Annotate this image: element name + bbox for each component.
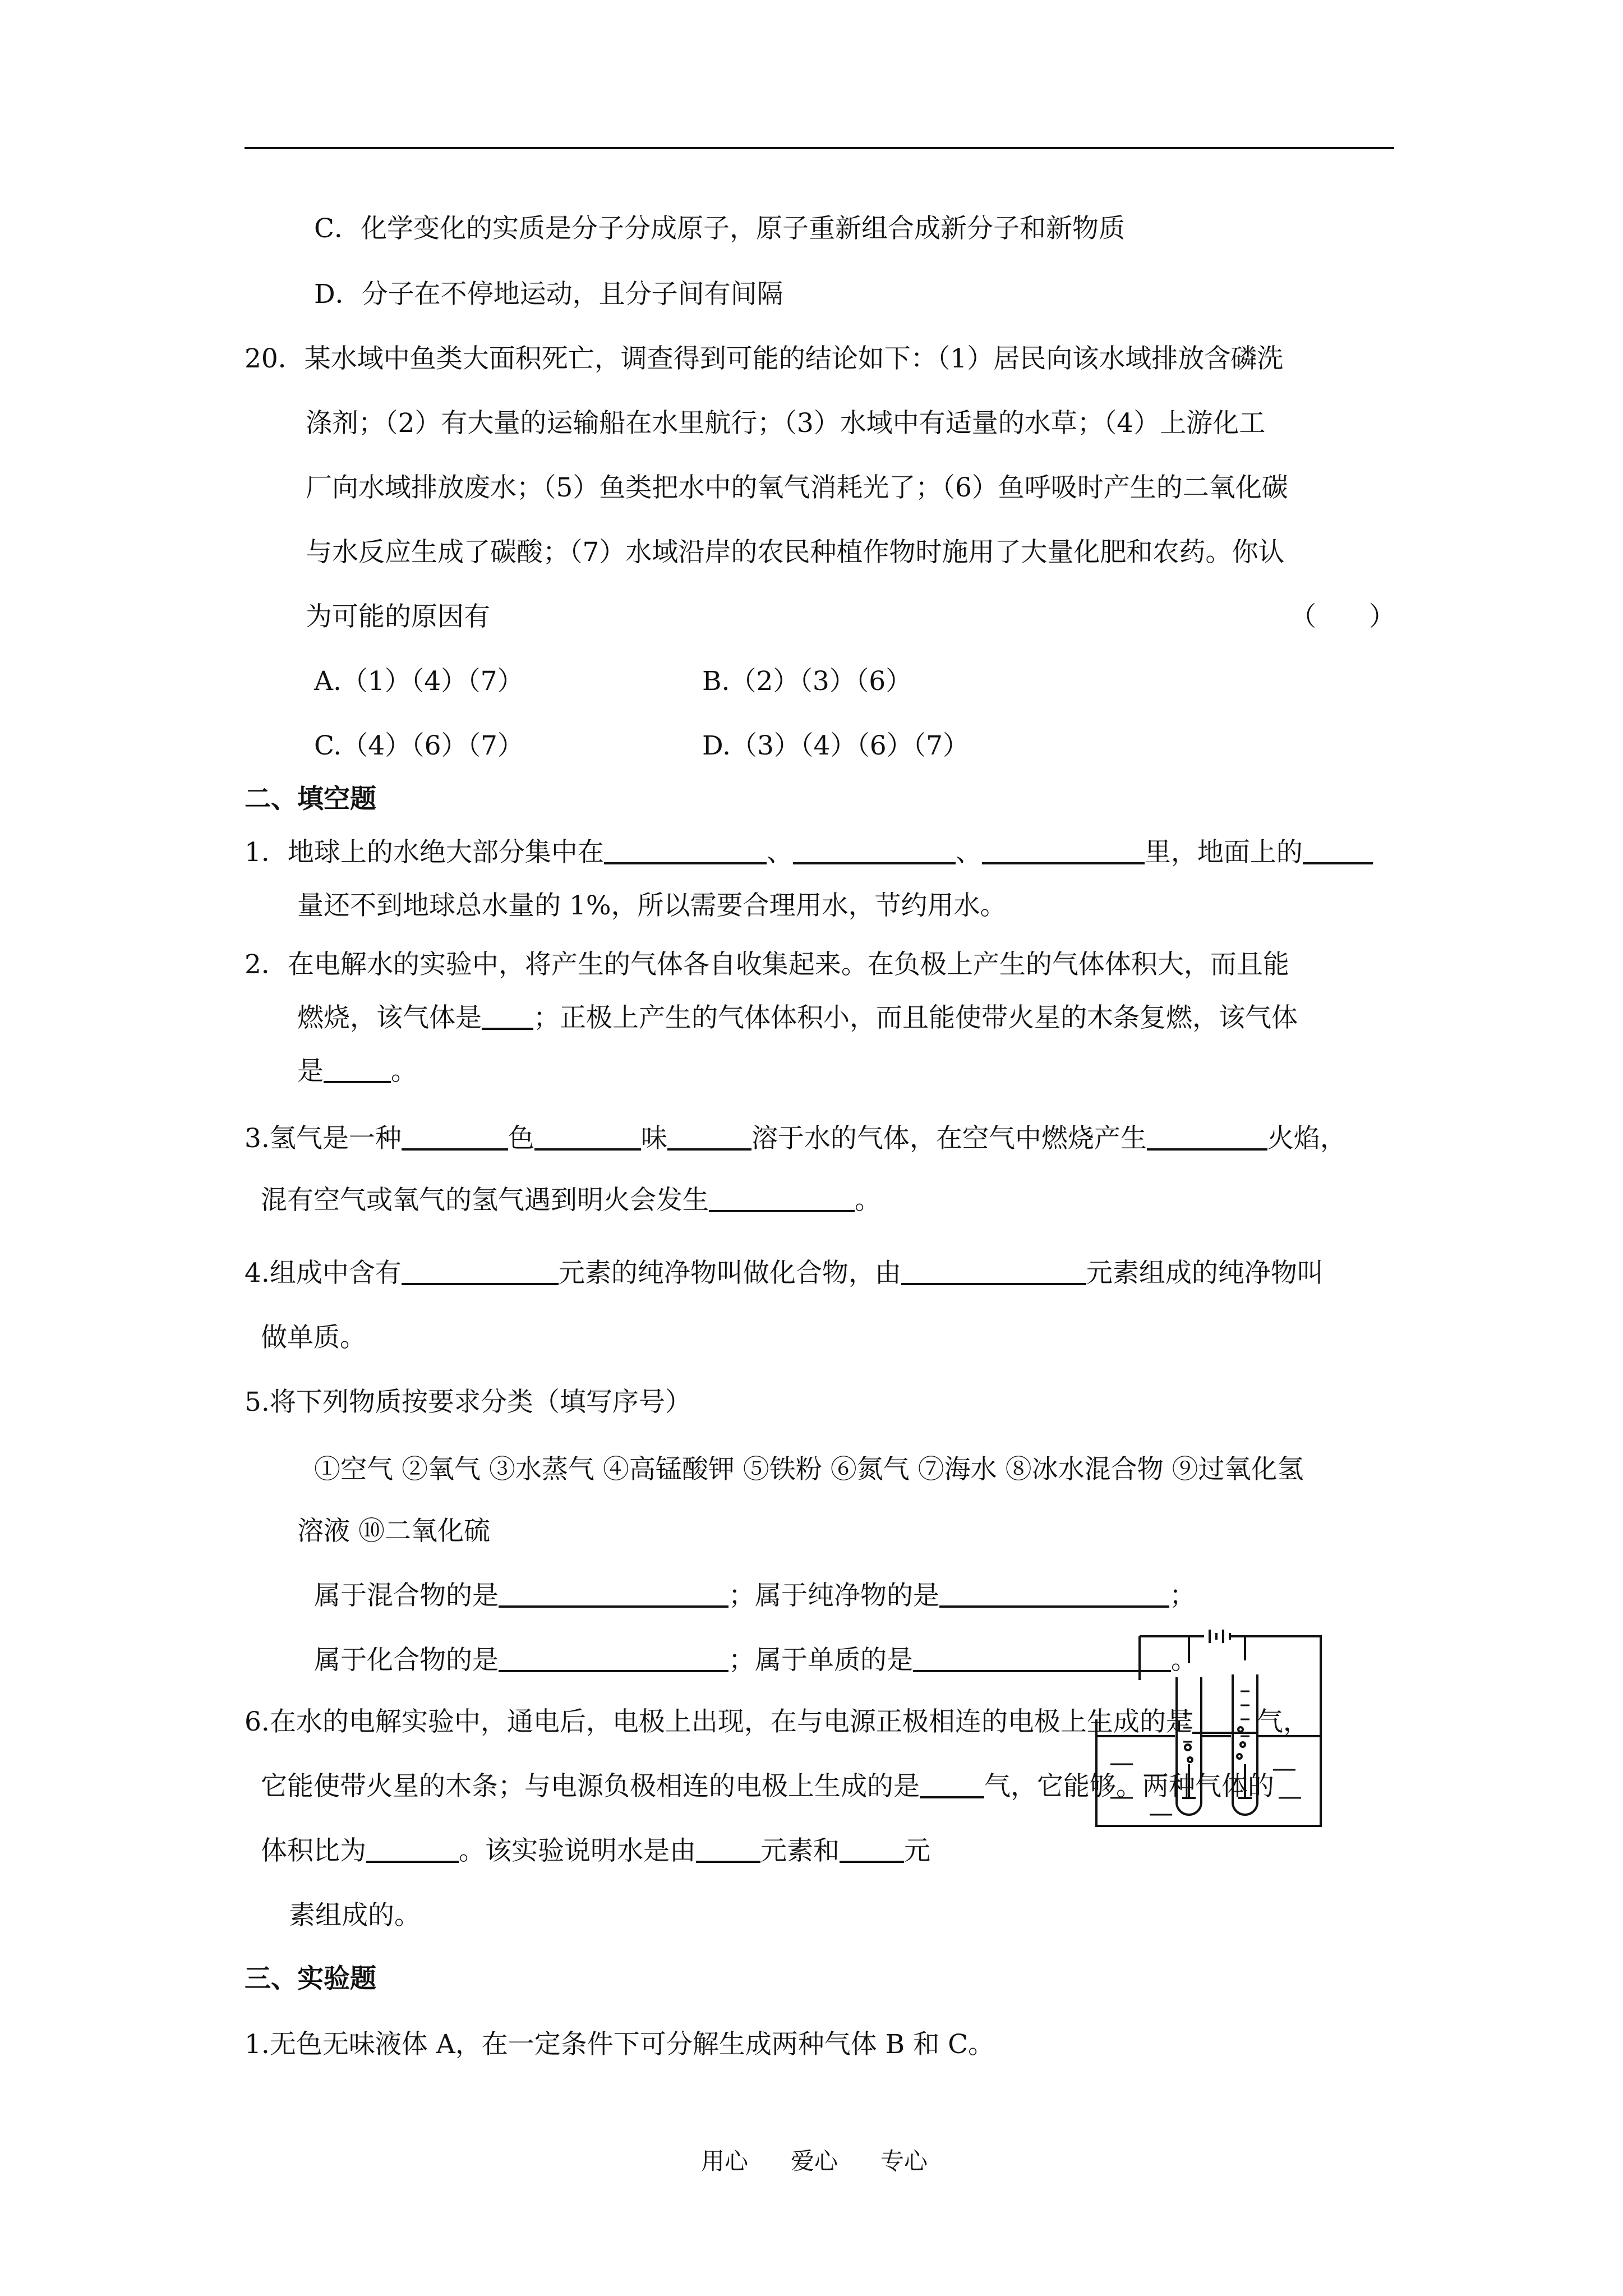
answer-blank[interactable] bbox=[696, 1835, 760, 1863]
s2-q1-text-b: 、 bbox=[766, 837, 793, 868]
q19-option-d: D．分子在不停地运动，且分子间有间隔 bbox=[314, 279, 783, 310]
answer-blank[interactable] bbox=[534, 1122, 641, 1151]
section-2-heading: 二、填空题 bbox=[245, 784, 376, 815]
answer-blank[interactable] bbox=[667, 1122, 751, 1151]
s2-q5-text-c: ； bbox=[1169, 1580, 1196, 1611]
s2-q5-text-a: 属于混合物的是 bbox=[314, 1580, 499, 1611]
s2-q6-text-f: 。该实验说明水是由 bbox=[459, 1835, 696, 1866]
circuit-wire bbox=[1140, 1636, 1321, 1719]
s2-q3-line-2 bbox=[261, 1184, 881, 1217]
s2-q6-text-e: 体积比为 bbox=[261, 1835, 366, 1866]
answer-blank[interactable] bbox=[499, 1644, 728, 1672]
footer-text-2: 爱心 bbox=[791, 2147, 838, 2175]
answer-blank[interactable] bbox=[402, 1257, 559, 1285]
s2-q6-text-c: 它能使带火星的木条；与电源负极相连的电极上生成的是 bbox=[261, 1771, 920, 1802]
bubble bbox=[1241, 1742, 1245, 1747]
s2-q4-text-a: 4.组成中含有 bbox=[245, 1258, 402, 1289]
answer-blank[interactable] bbox=[920, 1770, 984, 1798]
scale-marks-left bbox=[1183, 1714, 1192, 1742]
answer-blank[interactable] bbox=[793, 836, 956, 864]
s2-q3-text-e: 火焰， bbox=[1267, 1123, 1347, 1154]
s2-q6-text-d: 气，它能够。两种气体的 bbox=[984, 1771, 1274, 1802]
s2-q3-text-b: 色 bbox=[508, 1123, 534, 1154]
s2-q5-line-2: ①空气 ②氧气 ③水蒸气 ④高锰酸钾 ⑤铁粉 ⑥氮气 ⑦海水 ⑧冰水混合物 ⑨过氧化氢 bbox=[314, 1454, 1304, 1485]
s2-q5-line-4 bbox=[314, 1579, 1196, 1613]
q20-line-1: 20．某水域中鱼类大面积死亡，调查得到可能的结论如下：（1）居民向该水域排放含磷洗 bbox=[245, 343, 1284, 374]
q19-option-c: C．化学变化的实质是分子分成原子，原子重新组合成新分子和新物质 bbox=[314, 213, 1125, 244]
battery-icon bbox=[1210, 1630, 1230, 1643]
footer-text-3: 专心 bbox=[880, 2147, 928, 2175]
s2-q5-text-d: 属于化合物的是 bbox=[314, 1645, 499, 1676]
s2-q3-text-c: 味 bbox=[640, 1123, 667, 1154]
bubble bbox=[1185, 1745, 1191, 1750]
answer-blank[interactable] bbox=[939, 1580, 1169, 1608]
s2-q5-line-5 bbox=[314, 1644, 1197, 1677]
s2-q1-text-c: 、 bbox=[955, 837, 982, 868]
answer-blank[interactable] bbox=[982, 836, 1145, 864]
s2-q5-line-1: 5.将下列物质按要求分类（填写序号） bbox=[245, 1387, 691, 1418]
answer-blank[interactable] bbox=[366, 1835, 459, 1863]
q20-answer-bracket: （ ） bbox=[1290, 601, 1395, 632]
footer-text-1: 用心 bbox=[701, 2147, 749, 2175]
s2-q6-line-3 bbox=[261, 1834, 930, 1868]
q20-option-b: B.（2）（3）（6） bbox=[702, 666, 912, 697]
electrode-left bbox=[1182, 1764, 1196, 1798]
q20-option-c: C.（4）（6）（7） bbox=[314, 730, 524, 761]
answer-blank[interactable] bbox=[499, 1580, 728, 1608]
water-dashes bbox=[1110, 1764, 1301, 1815]
q20-option-d: D.（3）（4）（6）（7） bbox=[702, 730, 970, 761]
s2-q5-line-3: 溶液 ⑩二氧化硫 bbox=[297, 1516, 490, 1547]
s2-q2-text-b: ；正极上产生的气体体积小，而且能使带火星的木条复燃，该气体 bbox=[533, 1002, 1298, 1033]
s2-q6-line-4: 素组成的。 bbox=[289, 1900, 421, 1931]
electrolysis-apparatus-figure bbox=[1094, 1630, 1408, 1832]
answer-blank[interactable] bbox=[1147, 1122, 1267, 1151]
s2-q2-text-a: 燃烧，该气体是 bbox=[297, 1002, 482, 1033]
s2-q2-line-2 bbox=[297, 1001, 1298, 1035]
s2-q3-text-d: 溶于水的气体，在空气中燃烧产生 bbox=[751, 1123, 1147, 1154]
answer-blank[interactable] bbox=[901, 1257, 1086, 1285]
s2-q4-text-c: 元素组成的纯净物叫 bbox=[1086, 1258, 1324, 1289]
answer-blank[interactable] bbox=[709, 1184, 855, 1212]
s2-q5-text-f: 。 bbox=[1171, 1645, 1197, 1676]
s2-q3-text-f: 混有空气或氧气的氢气遇到明火会发生 bbox=[261, 1185, 709, 1216]
s2-q2-text-c: 是 bbox=[297, 1056, 324, 1087]
s2-q2-text-d: 。 bbox=[391, 1056, 417, 1087]
s2-q3-text-a: 3.氢气是一种 bbox=[245, 1123, 402, 1154]
s2-q3-line-1 bbox=[245, 1122, 1347, 1156]
q20-line-2: 涤剂；（2）有大量的运输船在水里航行；（3）水域中有适量的水草；（4）上游化工 bbox=[306, 408, 1266, 439]
s2-q5-text-e: ；属于单质的是 bbox=[728, 1645, 913, 1676]
s3-q1-line-1: 1.无色无味液体 A，在一定条件下可分解生成两种气体 B 和 C。 bbox=[245, 2029, 995, 2060]
s2-q4-line-1 bbox=[245, 1257, 1324, 1290]
s2-q1-line-2: 量还不到地球总水量的 1%，所以需要合理用水，节约用水。 bbox=[297, 890, 1007, 921]
answer-blank[interactable] bbox=[604, 836, 767, 864]
s2-q1-text-d: 里，地面上的 bbox=[1144, 837, 1303, 868]
s2-q2-line-1: 2．在电解水的实验中，将产生的气体各自收集起来。在负极上产生的气体体积大，而且能 bbox=[245, 949, 1289, 980]
answer-blank[interactable] bbox=[840, 1835, 904, 1863]
s2-q5-text-b: ；属于纯净物的是 bbox=[728, 1580, 939, 1611]
bubble bbox=[1237, 1754, 1242, 1759]
s2-q6-text-b: 气， bbox=[1256, 1706, 1310, 1737]
answer-blank[interactable] bbox=[324, 1055, 391, 1083]
answer-blank[interactable] bbox=[402, 1122, 508, 1151]
q20-line-3: 厂向水域排放废水；（5）鱼类把水中的氧气消耗光了；（6）鱼呼吸时产生的二氧化碳 bbox=[306, 472, 1288, 503]
answer-blank[interactable] bbox=[1303, 836, 1373, 864]
q20-option-a: A.（1）（4）（7） bbox=[314, 666, 524, 697]
s2-q6-text-g: 元素和 bbox=[760, 1835, 840, 1866]
header-rule bbox=[245, 147, 1394, 149]
bubble bbox=[1238, 1727, 1243, 1732]
s2-q4-line-2: 做单质。 bbox=[261, 1322, 366, 1353]
s2-q1-line-1 bbox=[245, 836, 1373, 869]
q20-line-4: 与水反应生成了碳酸；（7）水域沿岸的农民种植作物时施用了大量化肥和农药。你认 bbox=[306, 537, 1285, 568]
s2-q2-line-3 bbox=[297, 1055, 417, 1088]
s2-q6-text-h: 元 bbox=[904, 1835, 930, 1866]
s2-q6-text-a: 6.在水的电解实验中，通电后，电极上出现，在与电源正极相连的电极上生成的是 bbox=[245, 1706, 1192, 1737]
bubble bbox=[1188, 1757, 1192, 1762]
section-3-heading: 三、实验题 bbox=[245, 1963, 376, 1994]
s2-q3-text-g: 。 bbox=[855, 1185, 881, 1216]
s2-q1-text-a: 1．地球上的水绝大部分集中在 bbox=[245, 837, 604, 868]
electrode-right bbox=[1238, 1764, 1252, 1798]
answer-blank[interactable] bbox=[482, 1002, 533, 1030]
s2-q4-text-b: 元素的纯净物叫做化合物，由 bbox=[558, 1258, 901, 1289]
q20-line-5: 为可能的原因有 bbox=[306, 601, 490, 632]
